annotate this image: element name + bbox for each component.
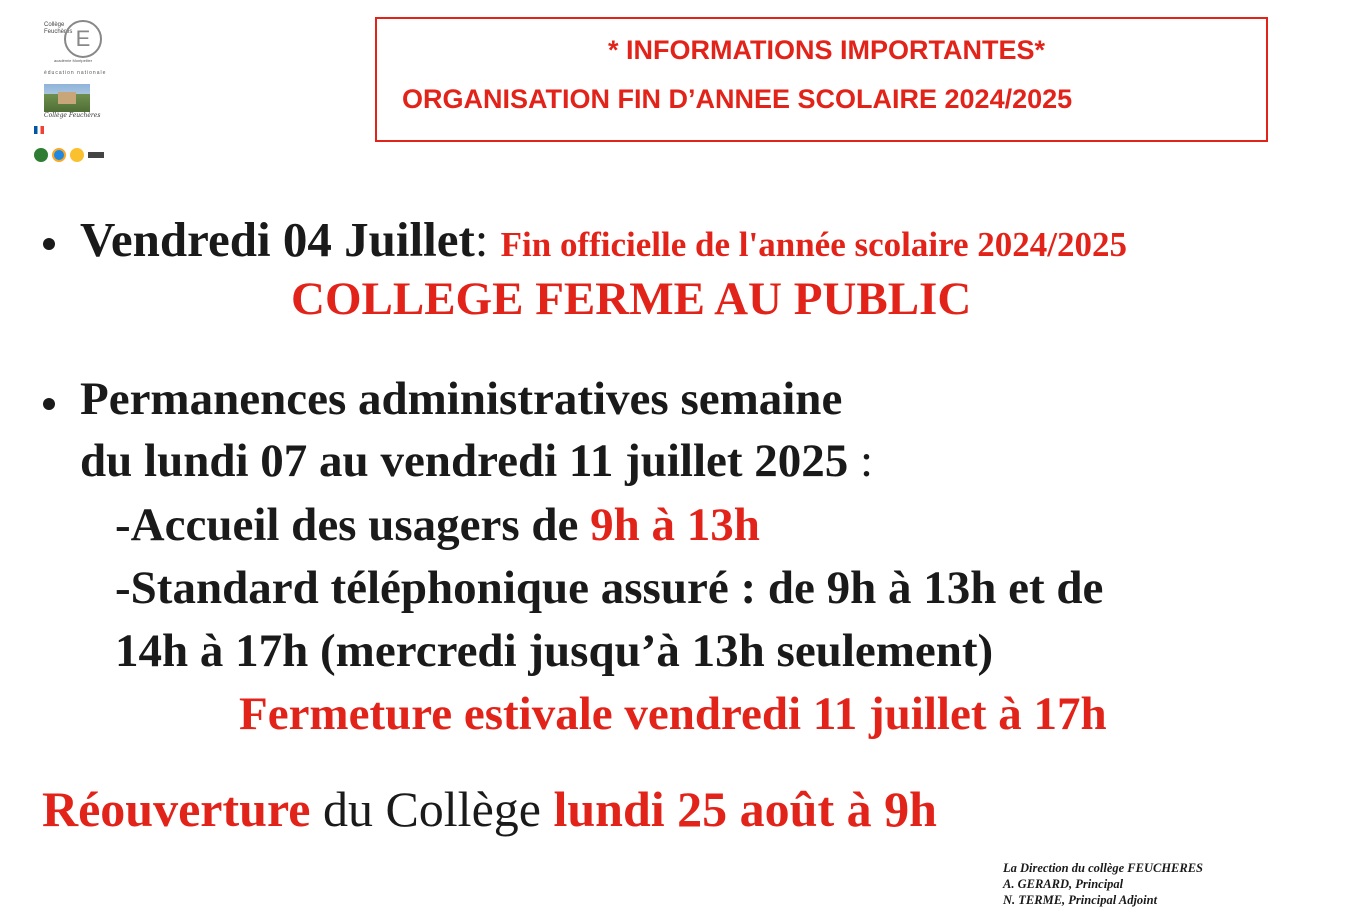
signature-line2: A. GERARD, Principal	[1003, 877, 1124, 891]
republique-francaise-logo	[34, 126, 44, 134]
item1-date: Vendredi 04 Juillet	[80, 212, 475, 267]
bullet-icon	[43, 398, 55, 410]
standard-line2: 14h à 17h (mercredi jusqu’à 13h seulement)	[115, 625, 994, 677]
logo-college-name: Collège Feuchères	[44, 22, 73, 35]
signature-line1: La Direction du collège FEUCHERES	[1003, 861, 1204, 875]
accueil-text: -Accueil des usagers de	[115, 499, 591, 551]
item1-detail: Fin officielle de l'année scolaire 2024/2025	[500, 225, 1127, 264]
header-title: * INFORMATIONS IMPORTANTES*	[608, 35, 1045, 65]
item2-line2	[80, 434, 873, 488]
label-badge-icon	[34, 148, 48, 162]
logo-education-text: éducation nationale	[44, 70, 107, 76]
logo-e-emblem: E	[64, 20, 102, 58]
standard-line1: -Standard téléphonique assuré : de 9h à 13h et de	[115, 562, 1104, 614]
accueil-hours: 9h à 13h	[590, 499, 760, 551]
signature-line3: N. TERME, Principal Adjoint	[1003, 893, 1158, 907]
logo-academie-text: académie Montpellier	[54, 58, 93, 63]
label-badge-icon	[52, 148, 66, 162]
reopening-line	[42, 780, 937, 838]
item2-line1: Permanences administratives semaine	[80, 373, 843, 425]
college-closed-notice: COLLEGE FERME AU PUBLIC	[291, 273, 972, 325]
item2-dates: du lundi 07 au vendredi 11 juillet 2025	[80, 435, 849, 487]
reopening-date: lundi 25 août à 9h	[553, 781, 937, 837]
reopening-word: Réouverture	[42, 781, 311, 837]
partner-badges	[34, 148, 104, 162]
item1-colon: :	[474, 212, 489, 267]
label-badge-icon	[88, 152, 104, 158]
bullet-icon	[43, 238, 55, 250]
summer-closing-notice: Fermeture estivale vendredi 11 juillet à 17h	[239, 688, 1107, 740]
reopening-middle: du Collège	[310, 781, 554, 837]
item2-colon: :	[860, 435, 874, 487]
important-info-box	[375, 17, 1268, 142]
direction-signature	[1003, 860, 1203, 908]
label-badge-icon	[70, 148, 84, 162]
accueil-line	[115, 498, 760, 552]
college-building-photo	[44, 84, 90, 112]
header-subtitle: ORGANISATION FIN D’ANNEE SCOLAIRE 2024/2025	[402, 84, 1073, 114]
logo-signature: Collège Feuchères	[44, 112, 101, 119]
item1-line	[80, 211, 1127, 268]
